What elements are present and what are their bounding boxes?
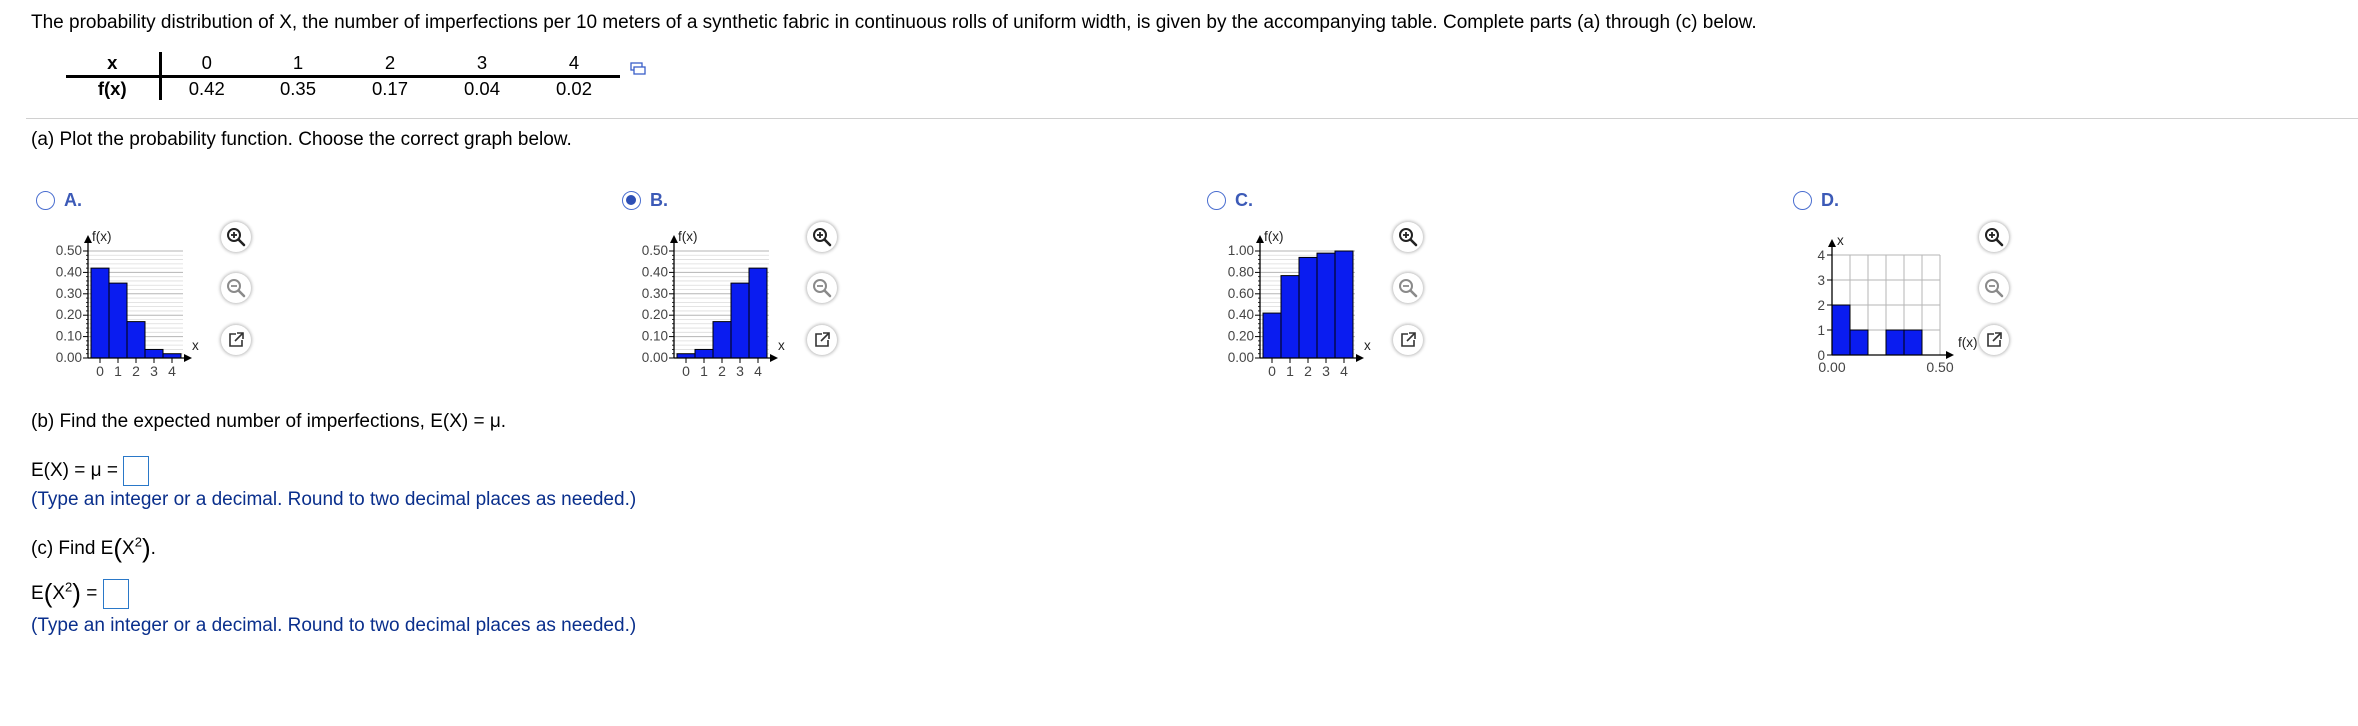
option-label: C. — [1235, 189, 1253, 210]
zoom-out-button[interactable] — [807, 273, 837, 303]
y-tick-label: 0.00 — [641, 350, 668, 365]
bar — [731, 283, 749, 358]
y-tick-label: 0.40 — [641, 264, 668, 280]
part-c-answer-prefix: E — [31, 583, 44, 604]
y-axis-arrow — [84, 235, 92, 243]
y-tick-label: 0.40 — [55, 264, 82, 280]
y-tick-label: 1.00 — [1227, 243, 1254, 258]
part-c-prompt-prefix: (c) Find E — [31, 538, 114, 559]
x-tick-label: 0 — [1268, 363, 1276, 379]
x-tick-label: 1 — [114, 363, 122, 379]
y-tick-label: 1 — [1817, 323, 1825, 338]
y-tick-label: 0.20 — [1227, 328, 1254, 344]
bar — [1850, 330, 1868, 355]
table-cell-fx: 0.17 — [371, 77, 408, 99]
table-header-fx: f(x) — [66, 76, 160, 100]
y-axis-arrow — [670, 235, 678, 243]
x-axis-label: x — [778, 338, 785, 353]
bar — [91, 268, 109, 358]
bar — [1317, 253, 1335, 358]
y-tick-label: 0.10 — [55, 328, 82, 344]
x-tick-label: 3 — [1322, 363, 1330, 379]
part-c-prompt-suffix: . — [150, 538, 156, 559]
table-cell-x: 0 — [160, 52, 252, 76]
x-tick-label: 4 — [1340, 363, 1348, 379]
y-axis-label: f(x) — [92, 229, 112, 244]
part-b-hint: (Type an integer or a decimal. Round to two decimal places as needed.) — [31, 489, 637, 510]
expected-value-input[interactable] — [123, 456, 149, 486]
bar — [1263, 313, 1281, 358]
x-tick-label: 0 — [682, 363, 690, 379]
zoom-in-button[interactable] — [1979, 222, 2009, 252]
x-tick-label: 4 — [168, 363, 176, 379]
x-tick-label: 1 — [700, 363, 708, 379]
y-tick-label: 0.20 — [55, 307, 82, 323]
y-tick-label: 2 — [1817, 298, 1825, 313]
y-tick-label: 0.60 — [1227, 285, 1254, 301]
table-row-fx — [66, 76, 620, 100]
y-tick-label: 0.50 — [55, 243, 82, 258]
table-header-x: x — [66, 52, 160, 76]
graph-option-a — [30, 218, 230, 378]
pop-out-button[interactable] — [1393, 325, 1423, 355]
zoom-in-icon — [1398, 227, 1418, 247]
radio-button[interactable] — [36, 191, 55, 210]
option-d-radio[interactable] — [1793, 188, 1839, 212]
radio-button[interactable] — [1207, 191, 1226, 210]
x-tick-label: 4 — [754, 363, 762, 379]
exponent: 2 — [65, 579, 73, 595]
x-axis-label: x — [192, 338, 199, 353]
pop-out-icon — [813, 331, 831, 349]
option-a-radio[interactable] — [36, 188, 82, 212]
bar — [109, 283, 127, 358]
paren-open: ( — [113, 533, 123, 563]
bar — [749, 268, 767, 358]
bar — [1832, 305, 1850, 355]
zoom-in-icon — [812, 227, 832, 247]
x-axis-arrow — [184, 354, 192, 362]
table-cell-fx: 0.04 — [463, 77, 500, 99]
paren-close: ) — [141, 533, 151, 563]
zoom-in-button[interactable] — [807, 222, 837, 252]
radio-button-selected[interactable] — [622, 191, 641, 210]
bar — [1299, 257, 1317, 358]
table-cell-x: 3 — [436, 52, 528, 76]
y-tick-label: 0.00 — [55, 350, 82, 365]
x-axis-arrow — [1356, 354, 1364, 362]
y-axis-label: f(x) — [678, 229, 698, 244]
y-tick-label: 0.30 — [55, 285, 82, 301]
x-axis-arrow — [770, 354, 778, 362]
x-tick-label: 3 — [736, 363, 744, 379]
question-intro: The probability distribution of X, the number of imperfections per 10 meters of a synthetic fabric in continuous rolls of uniform width, is given by the accompanying table. Complete parts (a) through (c) below. — [31, 12, 1757, 33]
y-tick-label: 0 — [1817, 348, 1825, 363]
x-tick-label: 2 — [132, 363, 140, 379]
bar — [1281, 276, 1299, 358]
bar — [127, 322, 145, 358]
table-row-x — [66, 52, 620, 76]
zoom-in-button[interactable] — [221, 222, 251, 252]
option-label: B. — [650, 189, 668, 210]
x-axis-arrow — [1946, 351, 1954, 359]
zoom-out-icon — [226, 278, 246, 298]
zoom-in-icon — [226, 227, 246, 247]
option-label: A. — [64, 189, 82, 210]
y-tick-label: 0.00 — [1227, 350, 1254, 365]
zoom-out-icon — [1984, 278, 2004, 298]
table-cell-fx: 0.02 — [555, 77, 592, 99]
y-axis-arrow — [1256, 235, 1264, 243]
y-tick-label: 0.50 — [641, 243, 668, 258]
bar — [1335, 251, 1353, 358]
distribution-table — [66, 52, 620, 100]
zoom-out-button[interactable] — [1979, 273, 2009, 303]
graph-option-d — [1790, 218, 1990, 378]
part-b-answer-row — [31, 456, 149, 486]
pop-out-button[interactable] — [807, 325, 837, 355]
y-axis-arrow — [1828, 239, 1836, 247]
x-tick-label: 0.50 — [1926, 359, 1954, 375]
second-moment-input[interactable] — [103, 579, 129, 609]
x-tick-label: 2 — [718, 363, 726, 379]
graph-option-b — [616, 218, 816, 378]
bar — [1904, 330, 1922, 355]
bar — [1886, 330, 1904, 355]
y-tick-label: 0.30 — [641, 285, 668, 301]
bar — [145, 349, 163, 358]
option-c-radio[interactable] — [1207, 188, 1253, 212]
pop-out-icon — [227, 331, 245, 349]
x-tick-label: 3 — [150, 363, 158, 379]
part-c-hint: (Type an integer or a decimal. Round to two decimal places as needed.) — [31, 615, 637, 636]
variable-x: X — [52, 583, 66, 604]
y-tick-label: 0.10 — [641, 328, 668, 344]
pop-out-button[interactable] — [221, 325, 251, 355]
x-axis-label: x — [1364, 338, 1371, 353]
x-axis-label: f(x) — [1958, 335, 1978, 350]
table-cell-fx: 0.42 — [188, 77, 225, 99]
x-tick-label: 0 — [96, 363, 104, 379]
zoom-out-icon — [812, 278, 832, 298]
pop-out-icon — [1399, 331, 1417, 349]
table-cell-x: 4 — [528, 52, 620, 76]
paren-close: ) — [72, 578, 81, 608]
zoom-out-icon — [1398, 278, 1418, 298]
part-b-prompt: (b) Find the expected number of imperfections, E(X) = μ. — [31, 411, 507, 432]
variable-x: X — [122, 538, 135, 559]
part-a-prompt: (a) Plot the probability function. Choose the correct graph below. — [31, 129, 572, 150]
y-tick-label: 0.80 — [1227, 264, 1254, 280]
x-tick-label: 0.00 — [1818, 359, 1846, 375]
section-divider — [26, 118, 2358, 119]
exponent: 2 — [134, 534, 142, 550]
y-tick-label: 0.20 — [641, 307, 668, 323]
copy-data-icon[interactable] — [630, 60, 646, 74]
pop-out-icon — [1985, 331, 2003, 349]
radio-button[interactable] — [1793, 191, 1812, 210]
y-tick-label: 3 — [1817, 273, 1825, 288]
x-tick-label: 1 — [1286, 363, 1294, 379]
table-cell-x: 1 — [252, 52, 344, 76]
x-tick-label: 2 — [1304, 363, 1312, 379]
part-c-answer-eq: = — [80, 583, 98, 604]
y-axis-label: x — [1837, 233, 1844, 248]
part-b-answer-label: E(X) = μ = — [31, 460, 118, 482]
y-tick-label: 4 — [1817, 248, 1825, 263]
part-c-answer-row — [31, 578, 129, 609]
zoom-in-button[interactable] — [1393, 222, 1423, 252]
y-axis-label: f(x) — [1264, 229, 1284, 244]
y-tick-label: 0.40 — [1227, 307, 1254, 323]
bar — [713, 322, 731, 358]
pop-out-button[interactable] — [1979, 325, 2009, 355]
part-c-prompt — [31, 533, 156, 564]
paren-open: ( — [43, 578, 53, 608]
zoom-in-icon — [1984, 227, 2004, 247]
graph-option-c — [1202, 218, 1402, 378]
option-b-radio[interactable] — [622, 188, 668, 212]
table-cell-x: 2 — [344, 52, 436, 76]
zoom-out-button[interactable] — [221, 273, 251, 303]
zoom-out-button[interactable] — [1393, 273, 1423, 303]
bar — [695, 349, 713, 358]
table-cell-fx: 0.35 — [279, 77, 316, 99]
option-label: D. — [1821, 189, 1839, 210]
